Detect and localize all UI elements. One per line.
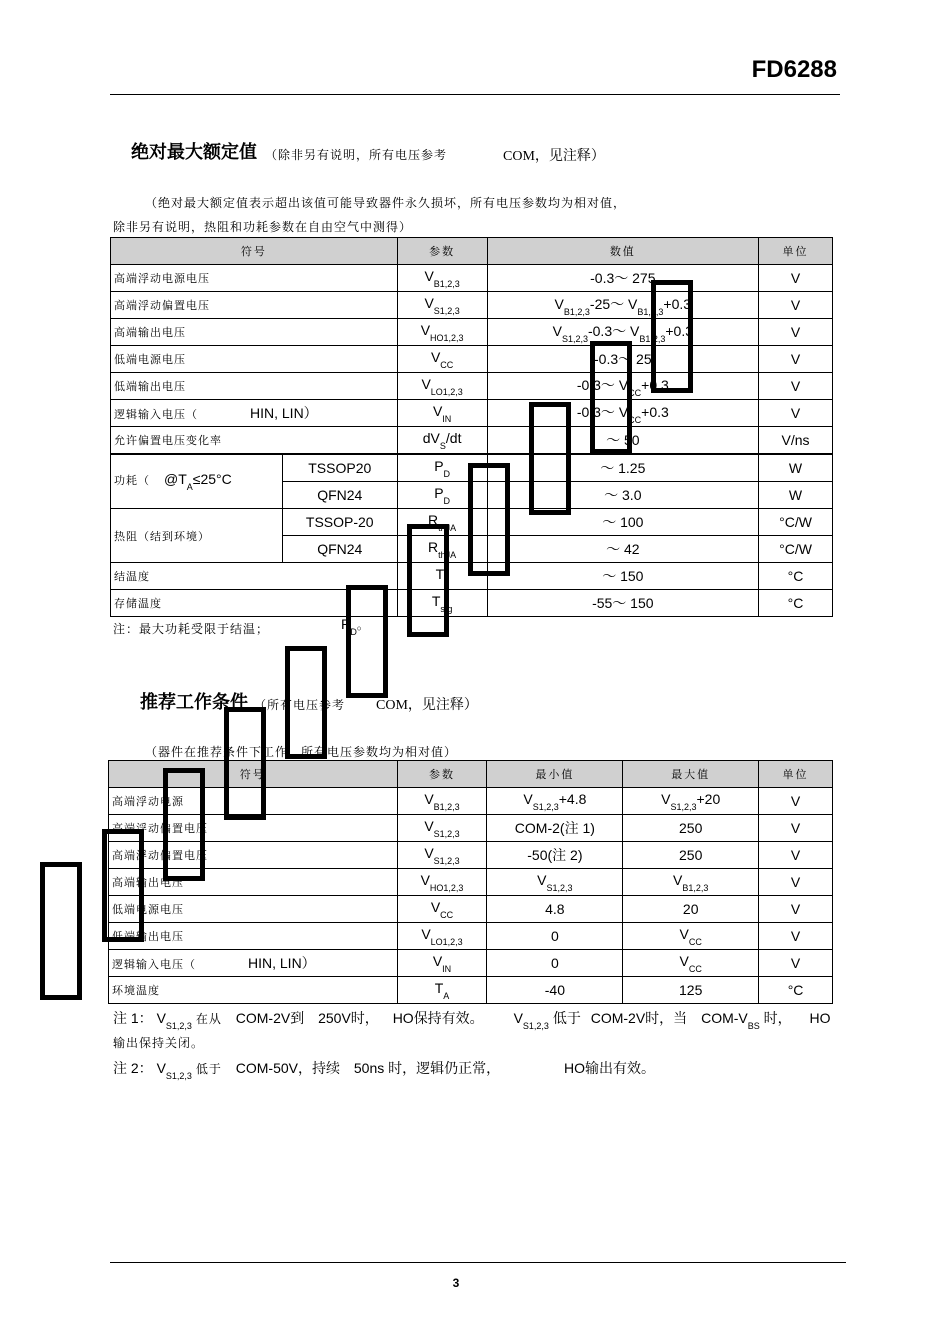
table-row — [111, 319, 833, 346]
table-row — [111, 346, 833, 373]
value-cell: $V_{B1,2,3}-25\sim$ $V_{B1,2,3}+0.3$ — [487, 292, 759, 319]
symbol-cell: $P_D$ — [397, 454, 487, 482]
recommended-conditions-table — [108, 760, 833, 1004]
unit-cell: V — [759, 292, 833, 319]
unit-cell: V — [759, 815, 833, 842]
overlay-box — [468, 463, 510, 576]
table-row — [111, 590, 833, 617]
symbol-cell: $V_{S1,2,3}$ — [397, 815, 487, 842]
section-paragraph: （器件在推荐条件下工作，所有电压参数均为相对值） — [145, 745, 458, 759]
note-1: 注 1： $V_{S1,2,3}$ 在从 COM-2V到 250V时， HO保持有效。 $V_{S1,2,3}$ 低于 COM-2V时，当 COM-$V_{BS}$ 时， HO — [113, 1010, 831, 1031]
param-cell: 逻辑输入电压（ HIN, LIN） — [109, 950, 398, 977]
min-cell: 0 — [487, 923, 623, 950]
unit-cell: °C — [759, 590, 833, 617]
unit-cell: V — [759, 788, 833, 815]
symbol-cell: $T_J$ — [397, 563, 487, 590]
symbol-cell: $V_{S1,2,3}$ — [397, 842, 487, 869]
overlay-box — [651, 280, 693, 393]
max-cell: $V_{S1,2,3}+20$ — [623, 788, 759, 815]
symbol-cell: $V_{IN}$ — [397, 400, 487, 427]
overlay-box — [590, 341, 632, 454]
unit-cell: °C — [759, 563, 833, 590]
value-cell: ～ 50 — [487, 427, 759, 455]
table-header-row — [109, 761, 833, 788]
param-cell: 高端输出电压 — [109, 869, 398, 896]
column-header: 最小值 — [487, 761, 623, 788]
unit-cell: V/ns — [759, 427, 833, 455]
table-row — [109, 977, 833, 1004]
note-1-line-2: 输出保持关闭。 — [113, 1036, 205, 1050]
unit-cell: V — [759, 373, 833, 400]
table-footnote: 注：最大功耗受限于结温； — [113, 622, 270, 636]
package-cell: QFN24 — [282, 482, 397, 509]
section-subtitle: （所有电压参考 — [254, 698, 346, 712]
max-cell: 250 — [623, 842, 759, 869]
param-cell: 高端浮动偏置电压 — [109, 842, 398, 869]
min-cell: $V_{S1,2,3}$ — [487, 869, 623, 896]
min-cell: $V_{S1,2,3}+4.8$ — [487, 788, 623, 815]
unit-cell: W — [759, 482, 833, 509]
max-cell: $V_{CC}$ — [623, 923, 759, 950]
overlay-box — [529, 402, 571, 515]
value-cell: -0.3～ 275 — [487, 265, 759, 292]
table-row — [109, 842, 833, 869]
footer-rule — [110, 1262, 846, 1263]
symbol-cell: $V_{LO1,2,3}$ — [397, 373, 487, 400]
symbol-cell: $P_D$ — [397, 482, 487, 509]
param-cell: 功耗（ $@T_A\le 25^\circ C$ — [111, 454, 283, 509]
table-row — [109, 950, 833, 977]
unit-cell: °C/W — [759, 536, 833, 563]
page-number: 3 — [452, 1276, 460, 1290]
table-row — [111, 400, 833, 427]
param-cell: 高端浮动电源电压 — [111, 265, 398, 292]
unit-cell: °C — [759, 977, 833, 1004]
min-cell: -50(注 2) — [487, 842, 623, 869]
overlay-box — [40, 862, 82, 1000]
symbol-cell: $R_{thJA}$ — [397, 536, 487, 563]
unit-cell: °C/W — [759, 509, 833, 536]
value-cell: ～ 150 — [487, 563, 759, 590]
overlay-box — [285, 646, 327, 759]
column-header: 符号 — [111, 238, 398, 265]
section-paragraph-1: （绝对最大额定值表示超出该值可能导致器件永久损坏，所有电压参数均为相对值， — [145, 196, 627, 210]
max-cell: 125 — [623, 977, 759, 1004]
param-cell: 存储温度 — [111, 590, 398, 617]
unit-cell: V — [759, 842, 833, 869]
symbol-cell: $V_{HO1,2,3}$ — [397, 869, 487, 896]
value-cell: -0.3～ $V_{CC}+0.3$ — [487, 400, 759, 427]
min-cell: -40 — [487, 977, 623, 1004]
table-row — [109, 923, 833, 950]
max-cell: $V_{CC}$ — [623, 950, 759, 977]
max-cell: $V_{B1,2,3}$ — [623, 869, 759, 896]
section-title-abs-max: 绝对最大额定值 — [131, 142, 257, 162]
max-cell: 20 — [623, 896, 759, 923]
param-cell: 低端电源电压 — [111, 346, 398, 373]
symbol-cell: $T_A$ — [397, 977, 487, 1004]
table-row — [111, 265, 833, 292]
param-cell: 高端浮动偏置电压 — [109, 815, 398, 842]
param-cell: 逻辑输入电压（ HIN, LIN） — [111, 400, 398, 427]
symbol-cell: $V_{HO1,2,3}$ — [397, 319, 487, 346]
unit-cell: V — [759, 896, 833, 923]
table-row — [109, 869, 833, 896]
unit-cell: V — [759, 265, 833, 292]
value-cell: ～ 100 — [487, 509, 759, 536]
unit-cell: V — [759, 950, 833, 977]
param-cell: 低端电源电压 — [109, 896, 398, 923]
param-cell: 热阻（结到环境） — [111, 509, 283, 563]
max-cell: 250 — [623, 815, 759, 842]
symbol-cell: $V_{B1,2,3}$ — [397, 788, 487, 815]
unit-cell: V — [759, 319, 833, 346]
unit-cell: V — [759, 869, 833, 896]
param-cell: 允许偏置电压变化率 — [111, 427, 398, 455]
document-title: FD6288 — [751, 56, 837, 83]
column-header: 单位 — [759, 761, 833, 788]
unit-cell: V — [759, 346, 833, 373]
param-cell: 高端浮动偏置电压 — [111, 292, 398, 319]
symbol-cell: $V_{IN}$ — [397, 950, 487, 977]
min-cell: 4.8 — [487, 896, 623, 923]
symbol-cell: $R_{thJA}$ — [397, 509, 487, 536]
overlay-box — [224, 707, 266, 820]
param-cell: 结温度 — [111, 563, 398, 590]
value-cell: -55～ 150 — [487, 590, 759, 617]
package-cell: QFN24 — [282, 536, 397, 563]
unit-cell: W — [759, 454, 833, 482]
column-header: 符号 — [109, 761, 398, 788]
symbol-cell: $V_{LO1,2,3}$ — [397, 923, 487, 950]
value-cell: ～ 42 — [487, 536, 759, 563]
param-cell: 高端浮动电源 — [109, 788, 398, 815]
param-cell: 低端输出电压 — [111, 373, 398, 400]
param-cell: 高端输出电压 — [111, 319, 398, 346]
section-subtitle-ref: COM，见注释） — [503, 149, 605, 164]
column-header: 参数 — [397, 761, 487, 788]
value-cell: ～ 1.25 — [487, 454, 759, 482]
min-cell: COM-2(注 1) — [487, 815, 623, 842]
column-header: 最大值 — [623, 761, 759, 788]
unit-cell: V — [759, 923, 833, 950]
table-row — [109, 788, 833, 815]
section-title-recommended: 推荐工作条件 — [140, 692, 248, 712]
value-cell: -0.3～ 25 — [487, 346, 759, 373]
symbol-cell: $dV_S/dt$ — [397, 427, 487, 455]
min-cell: 0 — [487, 950, 623, 977]
table-row — [109, 896, 833, 923]
header-rule — [110, 94, 840, 95]
overlay-box — [346, 585, 388, 698]
column-header: 参数 — [397, 238, 487, 265]
symbol-cell: $V_{S1,2,3}$ — [397, 292, 487, 319]
symbol-cell: $V_{B1,2,3}$ — [397, 265, 487, 292]
table-row — [109, 815, 833, 842]
section-subtitle: （除非另有说明，所有电压参考 — [265, 148, 448, 162]
section-paragraph-2: 除非另有说明，热阻和功耗参数在自由空气中测得） — [113, 220, 413, 234]
symbol-cell: $T_{stg}$ — [397, 590, 487, 617]
overlay-box — [407, 524, 449, 637]
param-cell: 低端输出电压 — [109, 923, 398, 950]
value-cell: $V_{S1,2,3}-0.3\sim$ $V_{B1,2,3}+0.3$ — [487, 319, 759, 346]
footnote-symbol: $P_D$。 — [341, 616, 370, 637]
package-cell: TSSOP20 — [282, 454, 397, 482]
unit-cell: V — [759, 400, 833, 427]
value-cell: -0.3～ $V_{CC}+0.3$ — [487, 373, 759, 400]
table-header-row — [111, 238, 833, 265]
overlay-box — [163, 768, 205, 881]
column-header: 单位 — [759, 238, 833, 265]
note-2: 注 2： $V_{S1,2,3}$ 低于 COM-50V，持续 50ns 时，逻辑仍正常， HO输出有效。 — [113, 1060, 656, 1081]
column-header: 数值 — [487, 238, 759, 265]
table-row — [111, 373, 833, 400]
table-row — [111, 292, 833, 319]
section-subtitle-ref: COM，见注释） — [376, 698, 478, 713]
package-cell: TSSOP-20 — [282, 509, 397, 536]
table-row — [111, 427, 833, 455]
symbol-cell: $V_{CC}$ — [397, 346, 487, 373]
symbol-cell: $V_{CC}$ — [397, 896, 487, 923]
value-cell: ～ 3.0 — [487, 482, 759, 509]
overlay-box — [102, 829, 144, 942]
param-cell: 环境温度 — [109, 977, 398, 1004]
